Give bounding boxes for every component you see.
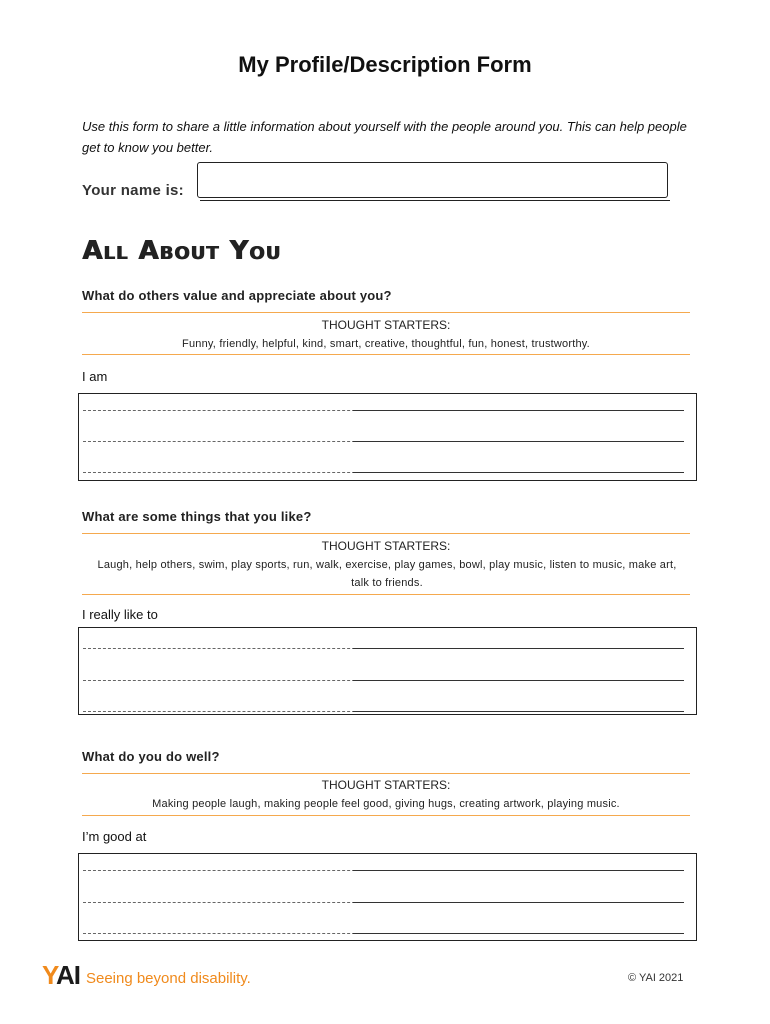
name-underline [200, 200, 670, 201]
answer-box-3[interactable] [78, 853, 697, 941]
write-line [83, 441, 684, 442]
thought-starters-text: Laugh, help others, swim, play sports, run, walk, exercise, play games, bowl, play music, listen to music, make art, talk to friends. [97, 559, 677, 589]
write-line [83, 870, 684, 871]
page-title: My Profile/Description Form [238, 52, 532, 77]
write-line [83, 648, 684, 649]
copyright: © YAI 2021 [628, 972, 684, 984]
thought-starters-heading: THOUGHT STARTERS: [321, 539, 451, 553]
answer-box-1[interactable] [78, 393, 697, 481]
answer-prompt-3: I’m good at [82, 829, 147, 844]
thought-starters-heading: THOUGHT STARTERS: [321, 778, 451, 792]
name-label: Your name is: [82, 182, 184, 199]
question-3: What do you do well? [82, 749, 220, 764]
section-title: All About You [82, 236, 281, 266]
question-1: What do others value and appreciate about you? [82, 288, 392, 303]
divider [82, 533, 690, 534]
name-input[interactable] [197, 162, 668, 198]
divider [82, 354, 690, 355]
yai-logo [42, 962, 251, 988]
intro-text: Use this form to share a little information about yourself with the people around you. This can help people get to know you better. [82, 119, 687, 155]
tagline: Seeing beyond disability. [85, 970, 251, 987]
divider [82, 815, 690, 816]
write-line [83, 902, 684, 903]
divider [82, 312, 690, 313]
answer-prompt-2: I really like to [82, 607, 158, 622]
divider [82, 773, 690, 774]
write-line [83, 933, 684, 934]
question-2: What are some things that you like? [82, 509, 312, 524]
write-line [83, 711, 684, 712]
answer-box-2[interactable] [78, 627, 697, 715]
write-line [83, 410, 684, 411]
thought-starters-heading: THOUGHT STARTERS: [321, 318, 451, 332]
write-line [83, 472, 684, 473]
thought-starters-text: Funny, friendly, helpful, kind, smart, creative, thoughtful, fun, honest, trustworthy. [182, 338, 590, 350]
thought-starters-text: Making people laugh, making people feel good, giving hugs, creating artwork, playing music. [152, 798, 620, 810]
write-line [83, 680, 684, 681]
answer-prompt-1: I am [82, 369, 108, 384]
logo-mark: YAI [42, 960, 80, 990]
divider [82, 594, 690, 595]
